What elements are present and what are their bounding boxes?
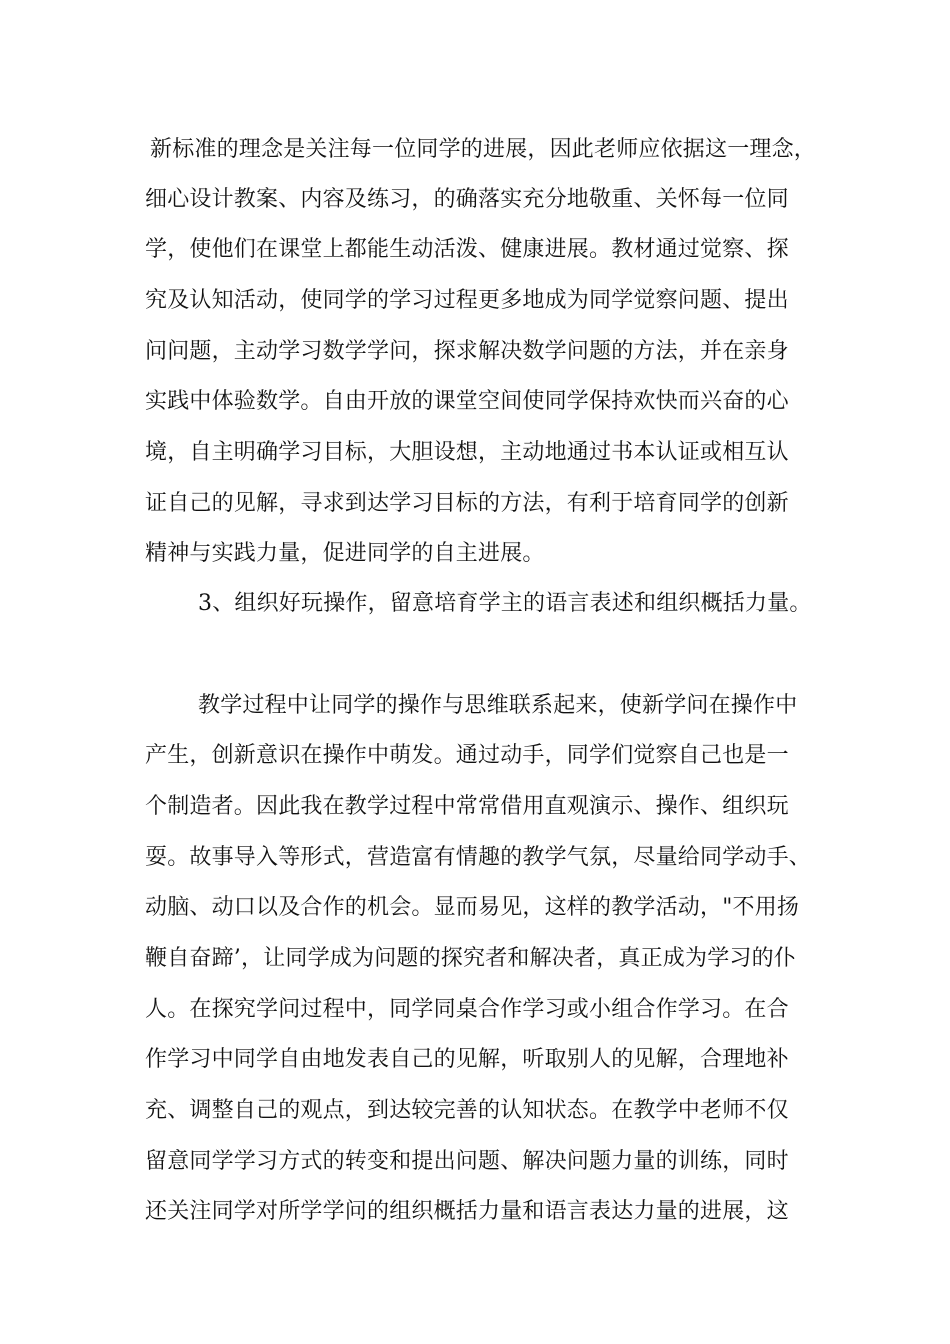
paragraph-2-line-3: 个制造者。因此我在教学过程中常常借用直观演示、操作、组织玩 [145, 794, 789, 819]
paragraph-2-line-9: 充、调整自己的观点，到达较完善的认知状态。在教学中老师不仅 [145, 1098, 789, 1123]
paragraph-2-line-4: 耍。故事导入等形式，营造富有情趣的教学气氛，尽量给同学动手、 [145, 845, 812, 870]
paragraph-2-line-8: 作学习中同学自由地发表自己的见解，听取别人的见解，合理地补 [145, 1047, 789, 1072]
paragraph-1-line-4: 究及认知活动，使同学的学习过程更多地成为同学觉察问题、提出 [145, 288, 789, 313]
paragraph-1-line-6: 实践中体验数学。自由开放的课堂空间使同学保持欢快而兴奋的心 [145, 389, 789, 414]
paragraph-2-line-11: 还关注同学对所学学问的组织概括力量和语言表达力量的进展，这 [145, 1199, 789, 1224]
paragraph-2-line-7: 人。在探究学问过程中，同学同桌合作学习或小组合作学习。在合 [145, 997, 789, 1022]
paragraph-2-line-10: 留意同学学习方式的转变和提出问题、解决问题力量的训练，同时 [145, 1149, 789, 1174]
paragraph-1-line-8: 证自己的见解，寻求到达学习目标的方法，有利于培育同学的创新 [145, 491, 789, 516]
paragraph-2-line-6: 鞭自奋蹄’，让同学成为问题的探究者和解决者，真正成为学习的仆 [145, 946, 796, 971]
paragraph-2-line-2: 产生，创新意识在操作中萌发。通过动手，同学们觉察自己也是一 [145, 743, 789, 768]
section-heading-3: 3、组织好玩操作，留意培育学主的语言表述和组织概括力量。 [198, 591, 812, 616]
paragraph-1-line-2: 细心设计教案、内容及练习，的确落实充分地敬重、关怀每一位同 [145, 187, 789, 212]
paragraph-1-line-1: 新标准的理念是关注每一位同学的进展，因此老师应依据这一理念， [150, 137, 817, 162]
paragraph-1-line-5: 问问题，主动学习数学学问，探求解决数学问题的方法，并在亲身 [145, 339, 789, 364]
paragraph-2-line-5: 动脑、动口以及合作的机会。显而易见，这样的教学活动，"不用扬 [145, 895, 800, 920]
paragraph-1-line-3: 学，使他们在课堂上都能生动活泼、健康进展。教材通过觉察、探 [145, 237, 789, 262]
paragraph-1-line-9: 精神与实践力量，促进同学的自主进展。 [145, 541, 545, 566]
paragraph-1-line-7: 境，自主明确学习目标，大胆设想，主动地通过书本认证或相互认 [145, 440, 789, 465]
paragraph-2-line-1: 教学过程中让同学的操作与思维联系起来，使新学问在操作中 [198, 693, 798, 718]
